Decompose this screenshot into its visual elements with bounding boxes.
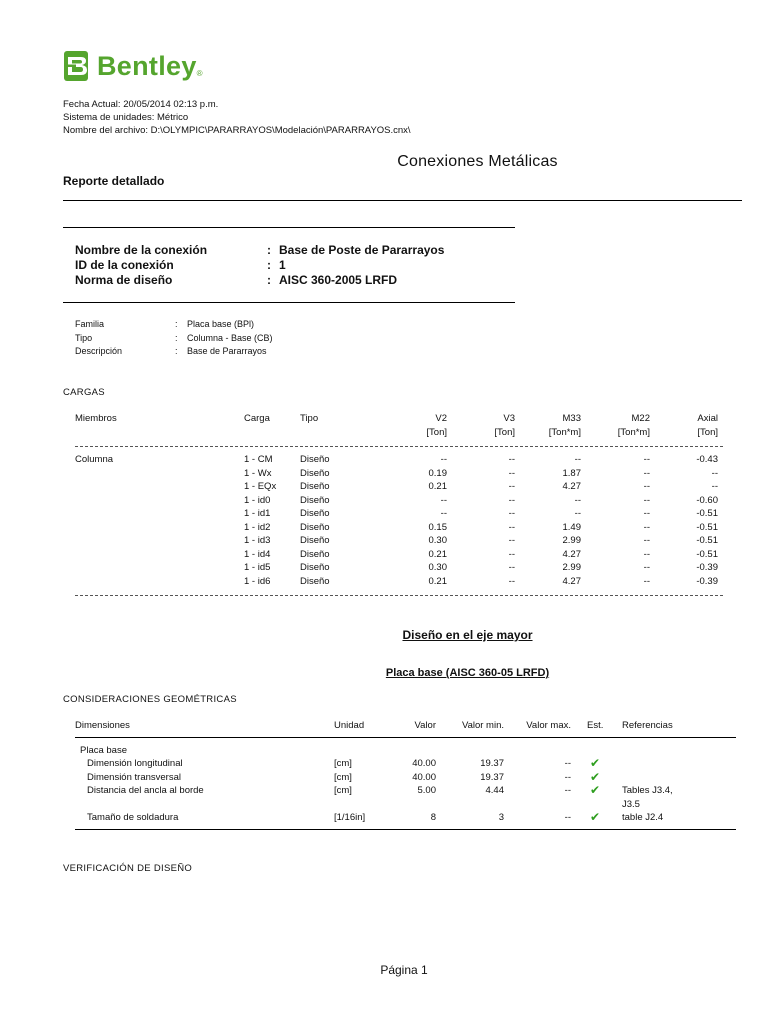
- cell-carga: 1 - CM: [244, 454, 273, 465]
- cell-dimension: Distancia del ancla al borde: [87, 785, 204, 796]
- cell-carga: 1 - id5: [244, 562, 271, 573]
- unit-m22: [Ton*m]: [617, 427, 650, 438]
- col-unidad: Unidad: [334, 720, 365, 731]
- divider-conn-top: [63, 227, 515, 228]
- cell-m22: --: [643, 562, 650, 573]
- cell-carga: 1 - id3: [244, 535, 271, 546]
- cell-carga: 1 - EQx: [244, 481, 277, 492]
- cell-unidad: [cm]: [334, 758, 352, 769]
- table-row: [75, 784, 736, 811]
- unit-axial: [Ton]: [697, 427, 718, 438]
- cell-v3: --: [508, 454, 515, 465]
- cell-valor-min: 19.37: [480, 758, 504, 769]
- divider-top: [63, 200, 742, 201]
- cell-m22: --: [643, 467, 650, 479]
- separator: :: [267, 273, 271, 287]
- cell-tipo: Diseño: [300, 521, 330, 533]
- connection-label: Nombre de la conexión: [75, 243, 208, 257]
- cell-unidad: [cm]: [334, 785, 352, 796]
- type-label: Tipo: [75, 332, 93, 343]
- geometric-heading: CONSIDERACIONES GEOMÉTRICAS: [63, 694, 237, 705]
- loads-footer-divider: [75, 595, 723, 596]
- cell-valor-min: 3: [498, 812, 504, 823]
- cell-v3: --: [508, 548, 515, 560]
- cell-dimension: Dimensión longitudinal: [87, 758, 183, 769]
- connection-info: [75, 243, 444, 288]
- cargas-heading: CARGAS: [63, 387, 105, 398]
- connection-value: AISC 360-2005 LRFD: [279, 273, 398, 287]
- cell-m33: 2.99: [562, 535, 581, 546]
- col-valor-max: Valor max.: [526, 720, 571, 731]
- table-row: [75, 494, 723, 508]
- cell-axial: -0.51: [696, 508, 718, 519]
- separator: :: [175, 319, 178, 329]
- col-axial: Axial: [697, 413, 718, 424]
- family-row: [75, 318, 273, 332]
- cell-v2: 0.21: [428, 481, 447, 492]
- cell-v3: --: [508, 494, 515, 506]
- cell-carga: 1 - id2: [244, 521, 271, 533]
- cell-tipo: Diseño: [300, 454, 330, 465]
- connection-label: Norma de diseño: [75, 273, 173, 287]
- page-number: Página 1: [380, 963, 428, 977]
- unit-system: Sistema de unidades: Métrico: [63, 112, 189, 123]
- cell-m33: 1.49: [562, 521, 581, 533]
- cell-valor-max: --: [564, 771, 571, 783]
- cell-valor: 40.00: [412, 771, 436, 783]
- cell-tipo: Diseño: [300, 535, 330, 546]
- description-row: [75, 345, 273, 359]
- family-info: [75, 318, 273, 359]
- unit-m33: [Ton*m]: [548, 427, 581, 438]
- current-date: Fecha Actual: 20/05/2014 02:13 p.m.: [63, 99, 219, 110]
- cell-v3: --: [508, 562, 515, 573]
- col-referencias: Referencias: [622, 720, 673, 731]
- family-value: Placa base (BPl): [187, 319, 255, 329]
- col-tipo: Tipo: [300, 413, 319, 424]
- check-icon: ✔: [590, 810, 601, 824]
- cell-axial: -0.39: [696, 575, 718, 587]
- cell-axial: -0.51: [696, 548, 718, 560]
- loads-table-header: [75, 412, 723, 442]
- cell-v2: 0.15: [428, 521, 447, 533]
- geometric-table-header: [75, 719, 736, 734]
- separator: :: [175, 332, 178, 343]
- cell-v2: --: [440, 454, 447, 465]
- cell-axial: -0.39: [696, 562, 718, 573]
- cell-v3: --: [508, 481, 515, 492]
- connection-label: ID de la conexión: [75, 258, 174, 272]
- cell-dimension: Dimensión transversal: [87, 771, 181, 783]
- cell-m22: --: [643, 575, 650, 587]
- loads-table-body: [75, 453, 723, 588]
- cell-m33: 1.87: [562, 467, 581, 479]
- loads-header-divider: [75, 446, 723, 447]
- geometric-header-divider: [75, 737, 736, 738]
- cell-carga: 1 - id0: [244, 494, 271, 506]
- type-value: Columna - Base (CB): [187, 332, 273, 343]
- check-icon: ✔: [590, 783, 601, 797]
- col-m33: M33: [562, 413, 581, 424]
- cell-valor-min: 19.37: [480, 771, 504, 783]
- cell-referencia: Tables J3.4,: [622, 785, 673, 796]
- cell-referencia-cont: J3.5: [622, 798, 640, 810]
- cell-valor-max: --: [564, 812, 571, 823]
- cell-carga: 1 - id4: [244, 548, 271, 560]
- separator: :: [267, 258, 271, 272]
- cell-valor-max: --: [564, 785, 571, 796]
- cell-valor: 8: [430, 812, 436, 823]
- col-m22: M22: [631, 413, 650, 424]
- cell-axial: --: [711, 481, 718, 492]
- cell-tipo: Diseño: [300, 562, 330, 573]
- cell-carga: 1 - id1: [244, 508, 271, 519]
- cell-axial: -0.51: [696, 535, 718, 546]
- cell-axial: -0.51: [696, 521, 718, 533]
- divider-conn-bottom: [63, 302, 515, 303]
- table-row: [75, 453, 723, 467]
- cell-m33: 4.27: [562, 481, 581, 492]
- cell-v2: --: [440, 508, 447, 519]
- cell-v3: --: [508, 467, 515, 479]
- cell-m33: --: [574, 494, 581, 506]
- unit-v2: [Ton]: [426, 427, 447, 438]
- cell-v3: --: [508, 521, 515, 533]
- cell-v2: --: [440, 494, 447, 506]
- report-subtitle: Reporte detallado: [63, 174, 165, 188]
- table-row: [75, 575, 723, 589]
- cell-tipo: Diseño: [300, 508, 330, 519]
- design-code-row: [75, 273, 444, 288]
- table-row: [75, 467, 723, 481]
- verification-heading: VERIFICACIÓN DE DISEÑO: [63, 863, 193, 874]
- separator: :: [267, 243, 271, 257]
- col-valor: Valor: [414, 720, 436, 731]
- cell-carga: 1 - Wx: [244, 467, 272, 479]
- cell-m22: --: [643, 535, 650, 546]
- connection-id-row: [75, 258, 444, 273]
- table-row: [75, 480, 723, 494]
- table-row: [75, 521, 723, 535]
- connection-name-row: [75, 243, 444, 258]
- connection-value: Base de Poste de Pararrayos: [279, 243, 445, 257]
- cell-unidad: [cm]: [334, 771, 352, 783]
- cell-valor: 5.00: [417, 785, 436, 796]
- cell-m22: --: [643, 508, 650, 519]
- cell-m22: --: [643, 454, 650, 465]
- cell-m33: --: [574, 454, 581, 465]
- cell-axial: -0.43: [696, 454, 718, 465]
- cell-carga: 1 - id6: [244, 575, 271, 587]
- geometric-table: [75, 719, 736, 824]
- cell-v3: --: [508, 508, 515, 519]
- cell-axial: --: [711, 467, 718, 479]
- loads-table: [75, 412, 723, 587]
- col-miembros: Miembros: [75, 413, 117, 424]
- cell-dimension: Tamaño de soldadura: [87, 812, 179, 823]
- cell-v2: 0.21: [428, 548, 447, 560]
- cell-m33: 4.27: [562, 575, 581, 587]
- cell-v2: 0.19: [428, 467, 447, 479]
- cell-m33: 2.99: [562, 562, 581, 573]
- col-v3: V3: [503, 413, 515, 424]
- col-v2: V2: [435, 413, 447, 424]
- geometric-table-body: [75, 757, 736, 825]
- separator: :: [175, 346, 178, 356]
- family-label: Familia: [75, 319, 105, 329]
- cell-tipo: Diseño: [300, 481, 330, 492]
- cell-v3: --: [508, 575, 515, 587]
- check-icon: ✔: [590, 769, 601, 784]
- cell-m22: --: [643, 521, 650, 533]
- cell-valor-min: 4.44: [485, 785, 504, 796]
- cell-m33: --: [574, 508, 581, 519]
- cell-m22: --: [643, 548, 650, 560]
- geometric-footer-divider: [75, 829, 736, 830]
- bentley-logo-icon: [63, 49, 93, 83]
- col-valor-min: Valor min.: [461, 720, 504, 731]
- cell-valor-max: --: [564, 758, 571, 769]
- table-row: [75, 811, 736, 825]
- cell-tipo: Diseño: [300, 575, 330, 587]
- table-row: [75, 561, 723, 575]
- cell-tipo: Diseño: [300, 467, 330, 479]
- file-name: Nombre del archivo: D:\OLYMPIC\PARARRAYOS\Modelación\PARARRAYOS.cnx\: [63, 125, 411, 136]
- col-est: Est.: [587, 720, 604, 731]
- trademark-symbol: ®: [196, 69, 203, 78]
- report-meta: [63, 98, 411, 137]
- cell-v3: --: [508, 535, 515, 546]
- cell-tipo: Diseño: [300, 548, 330, 560]
- connection-value: 1: [279, 258, 286, 272]
- cell-miembro: Columna: [75, 454, 114, 465]
- check-icon: ✔: [590, 756, 601, 770]
- cell-tipo: Diseño: [300, 494, 330, 506]
- description-label: Descripción: [75, 346, 123, 356]
- document-title: Conexiones Metálicas: [397, 153, 558, 170]
- table-row: [75, 507, 723, 521]
- table-row: [75, 534, 723, 548]
- table-row: [75, 757, 736, 771]
- cell-unidad: [1/16in]: [334, 812, 366, 823]
- cell-valor: 40.00: [412, 758, 436, 769]
- cell-referencia: table J2.4: [622, 812, 664, 823]
- cell-m33: 4.27: [562, 548, 581, 560]
- group-label: Placa base: [80, 745, 128, 756]
- cell-v2: 0.30: [428, 562, 447, 573]
- table-row: [75, 548, 723, 562]
- base-plate-heading: Placa base (AISC 360-05 LRFD): [385, 667, 550, 679]
- type-row: [75, 332, 273, 346]
- cell-v2: 0.21: [428, 575, 447, 587]
- col-carga: Carga: [244, 413, 270, 424]
- cell-axial: -0.60: [696, 494, 718, 506]
- table-row: [75, 771, 736, 785]
- col-dimensiones: Dimensiones: [75, 720, 130, 731]
- cell-m22: --: [643, 494, 650, 506]
- design-axis-heading: Diseño en el eje mayor: [402, 628, 533, 642]
- bentley-logo: [63, 48, 203, 84]
- cell-m22: --: [643, 481, 650, 492]
- brand-name: Bentley: [97, 51, 197, 81]
- description-value: Base de Pararrayos: [187, 346, 267, 356]
- unit-v3: [Ton]: [494, 427, 515, 438]
- cell-v2: 0.30: [428, 535, 447, 546]
